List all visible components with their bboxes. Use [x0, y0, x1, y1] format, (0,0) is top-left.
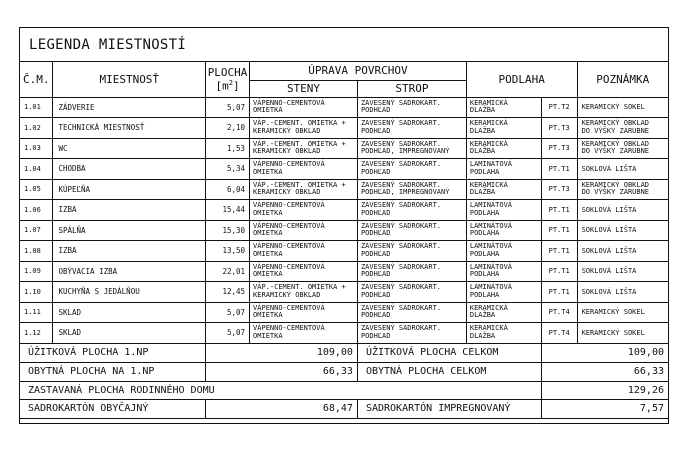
- room-floor-code: PT.T4: [541, 302, 577, 323]
- room-ceiling: [357, 97, 466, 118]
- room-note-line: SOKLOVÁ LIŠTA: [581, 205, 637, 214]
- room-floor-code: PT.T1: [541, 200, 577, 221]
- room-name: IZBA: [53, 200, 206, 221]
- room-area: 5,07: [206, 323, 250, 344]
- header-note: POZNÁMKA: [577, 62, 668, 97]
- room-walls: [250, 138, 358, 159]
- room-floor-line: KERAMICKÁ: [469, 180, 508, 189]
- room-walls: [250, 118, 358, 139]
- summary-row-built: [20, 381, 668, 399]
- room-note-line: KERAMICKÝ SOKEL: [581, 328, 645, 337]
- room-note-line: SOKLOVÁ LIŠTA: [581, 164, 637, 173]
- room-ceiling: [357, 241, 466, 262]
- table-row: [20, 97, 668, 118]
- table-row: [20, 220, 668, 241]
- room-note: [577, 97, 668, 118]
- room-floor-line: KERAMICKÁ: [469, 139, 508, 148]
- header-area-unit: [206, 78, 249, 92]
- room-walls-line: VÁP.-CEMENT. OMIETKA +: [253, 283, 346, 292]
- room-floor-code: PT.T3: [541, 138, 577, 159]
- room-ceiling: [357, 138, 466, 159]
- room-walls: [250, 159, 358, 180]
- room-area: 13,50: [206, 241, 250, 262]
- room-note: [577, 200, 668, 221]
- room-floor-line: DLAŽBA: [469, 126, 496, 135]
- room-walls-line: OMIETKA: [253, 106, 283, 115]
- table-row: [20, 200, 668, 221]
- room-note: [577, 282, 668, 303]
- room-walls-line: VÁPENNO-CEMENTOVÁ: [253, 324, 325, 333]
- room-area: 5,07: [206, 302, 250, 323]
- room-name: SKLAD: [53, 323, 206, 344]
- living-total-value: 66,33: [541, 362, 668, 381]
- room-ceiling-line: PODHĽAD: [360, 229, 391, 238]
- room-ceiling: [357, 220, 466, 241]
- header-ceiling: STROP: [357, 80, 466, 97]
- room-walls: [250, 323, 358, 344]
- room-note: [577, 159, 668, 180]
- room-walls-line: VÁP.-CEMENT. OMIETKA +: [253, 139, 346, 148]
- room-floor-line: DLAŽBA: [469, 311, 496, 320]
- room-walls: [250, 241, 358, 262]
- room-number: 1.09: [20, 261, 53, 282]
- room-name: KUCHYŇA S JEDÁLŇOU: [53, 282, 206, 303]
- room-ceiling-line: PODHĽAD: [360, 249, 391, 258]
- table-row: [20, 261, 668, 282]
- room-number: 1.03: [20, 138, 53, 159]
- room-walls-line: OMIETKA: [253, 249, 283, 258]
- room-note: [577, 118, 668, 139]
- room-walls: [250, 261, 358, 282]
- room-name: WC: [53, 138, 206, 159]
- room-walls-line: KERAMICKÝ OBKLAD: [253, 188, 321, 197]
- room-floor-line: DLAŽBA: [469, 147, 496, 156]
- room-number: 1.02: [20, 118, 53, 139]
- room-floor-code: PT.T1: [541, 241, 577, 262]
- built-area-value: 129,26: [541, 381, 668, 399]
- room-floor-line: DLAŽBA: [469, 331, 496, 340]
- room-note-line: KERAMICKÝ OBKLAD: [581, 139, 650, 148]
- room-walls-line: VÁP.-CEMENT. OMIETKA +: [253, 180, 346, 189]
- room-walls-line: VÁPENNO-CEMENTOVÁ: [253, 201, 325, 210]
- room-note-line: DO VÝŠKY ZÁRUBNE: [581, 147, 650, 156]
- room-number: 1.04: [20, 159, 53, 180]
- room-floor-line: LAMINÁTOVÁ: [469, 262, 513, 271]
- room-floor-line: PODLAHA: [469, 290, 500, 299]
- room-floor-line: LAMINÁTOVÁ: [469, 221, 513, 230]
- room-walls: [250, 302, 358, 323]
- room-note-line: SOKLOVÁ LIŠTA: [581, 226, 637, 235]
- room-floor-line: PODLAHA: [469, 208, 500, 217]
- header-num: Č.M.: [20, 62, 53, 97]
- room-ceiling: [357, 179, 466, 200]
- room-note: [577, 261, 668, 282]
- header-area-label: PLOCHA: [207, 65, 248, 79]
- room-name: ZÁDVERIE: [53, 97, 206, 118]
- header-area-unit-exp: 2: [228, 78, 233, 87]
- room-number: 1.11: [20, 302, 53, 323]
- living-total-label: OBYTNÁ PLOCHA CELKOM: [357, 362, 541, 381]
- room-walls-line: KERAMICKÝ OBKLAD: [253, 126, 321, 135]
- room-floor: [466, 179, 541, 200]
- room-ceiling-line: PODHĽAD: [360, 126, 391, 135]
- room-ceiling-line: PODHĽAD, IMPREGNOVANÝ: [360, 188, 450, 197]
- table-row: [20, 323, 668, 344]
- drywall-imp-label: SADROKARTÓN IMPREGNOVANÝ: [357, 399, 541, 418]
- room-floor-line: KERAMICKÁ: [469, 324, 508, 333]
- room-note-line: DO VÝŠKY ZÁRUBNE: [581, 126, 650, 135]
- room-floor-code: PT.T1: [541, 261, 577, 282]
- room-note: [577, 241, 668, 262]
- room-floor: [466, 282, 541, 303]
- room-area: 5,07: [206, 97, 250, 118]
- room-floor-code: PT.T3: [541, 118, 577, 139]
- table-row: [20, 241, 668, 262]
- room-ceiling-line: PODHĽAD: [360, 290, 391, 299]
- room-area: 12,45: [206, 282, 250, 303]
- room-walls-line: VÁPENNO-CEMENTOVÁ: [253, 98, 325, 107]
- room-ceiling-line: ZAVESENÝ SADROKART.: [360, 324, 442, 333]
- room-walls-line: VÁPENNO-CEMENTOVÁ: [253, 303, 325, 312]
- table-row: [20, 118, 668, 139]
- room-name: SKLAD: [53, 302, 206, 323]
- room-floor-line: KERAMICKÁ: [469, 98, 508, 107]
- room-floor-code: PT.T1: [541, 159, 577, 180]
- usable-total-label: ÚŽITKOVÁ PLOCHA CELKOM: [357, 343, 541, 362]
- room-walls: [250, 97, 358, 118]
- room-ceiling: [357, 200, 466, 221]
- room-ceiling-line: PODHĽAD, IMPREGNOVANÝ: [360, 147, 450, 156]
- room-ceiling: [357, 159, 466, 180]
- room-number: 1.06: [20, 200, 53, 221]
- room-ceiling-line: ZAVESENÝ SADROKART.: [360, 283, 442, 292]
- room-floor-code: PT.T3: [541, 179, 577, 200]
- room-floor-code: PT.T1: [541, 282, 577, 303]
- room-ceiling-line: ZAVESENÝ SADROKART.: [360, 139, 442, 148]
- room-ceiling-line: PODHĽAD: [360, 167, 391, 176]
- drywall-imp-value: 7,57: [541, 399, 668, 418]
- room-walls-line: OMIETKA: [253, 331, 283, 340]
- room-floor-line: KERAMICKÁ: [469, 303, 508, 312]
- drywall-plain-label: SADROKARTÓN OBYČAJNÝ: [20, 399, 206, 418]
- room-note-line: KERAMICKÝ SOKEL: [581, 308, 645, 317]
- room-floor: [466, 200, 541, 221]
- room-legend-table: [20, 62, 668, 419]
- room-walls: [250, 220, 358, 241]
- room-name: KÚPEĽŇA: [53, 179, 206, 200]
- room-ceiling: [357, 323, 466, 344]
- room-walls-line: OMIETKA: [253, 229, 283, 238]
- room-number: 1.05: [20, 179, 53, 200]
- header-area: [206, 62, 250, 97]
- room-walls-line: VÁP.-CEMENT. OMIETKA +: [253, 119, 346, 128]
- room-floor-line: PODLAHA: [469, 249, 500, 258]
- room-floor: [466, 159, 541, 180]
- room-legend-sheet: [19, 27, 669, 424]
- room-note: [577, 179, 668, 200]
- room-area: 5,34: [206, 159, 250, 180]
- room-note-line: SOKLOVÁ LIŠTA: [581, 267, 637, 276]
- room-ceiling-line: ZAVESENÝ SADROKART.: [360, 180, 442, 189]
- room-note: [577, 220, 668, 241]
- room-ceiling-line: ZAVESENÝ SADROKART.: [360, 119, 442, 128]
- room-walls: [250, 200, 358, 221]
- room-ceiling-line: PODHĽAD: [360, 106, 391, 115]
- room-note: [577, 323, 668, 344]
- room-floor: [466, 138, 541, 159]
- room-floor: [466, 220, 541, 241]
- header-area-unit-base: [m: [215, 79, 229, 93]
- room-area: 22,01: [206, 261, 250, 282]
- header-floor: PODLAHA: [466, 62, 577, 97]
- room-floor-code: PT.T1: [541, 220, 577, 241]
- room-area: 2,10: [206, 118, 250, 139]
- drywall-plain-value: 68,47: [206, 399, 358, 418]
- room-walls-line: OMIETKA: [253, 270, 283, 279]
- room-floor-line: LAMINÁTOVÁ: [469, 201, 513, 210]
- room-floor-line: PODLAHA: [469, 167, 500, 176]
- room-number: 1.12: [20, 323, 53, 344]
- room-walls-line: VÁPENNO-CEMENTOVÁ: [253, 221, 325, 230]
- built-area-label: ZASTAVANÁ PLOCHA RODINNÉHO DOMU: [20, 381, 541, 399]
- room-number: 1.01: [20, 97, 53, 118]
- room-note: [577, 138, 668, 159]
- room-floor-line: PODLAHA: [469, 229, 500, 238]
- room-area: 15,30: [206, 220, 250, 241]
- room-ceiling-line: PODHĽAD: [360, 311, 391, 320]
- room-ceiling-line: ZAVESENÝ SADROKART.: [360, 303, 442, 312]
- room-floor-line: DLAŽBA: [469, 106, 496, 115]
- legend-title: LEGENDA MIESTNOSTÍ: [20, 28, 668, 62]
- room-walls-line: OMIETKA: [253, 167, 283, 176]
- room-floor-line: LAMINÁTOVÁ: [469, 283, 513, 292]
- room-number: 1.10: [20, 282, 53, 303]
- usable-1np-value: 109,00: [206, 343, 358, 362]
- table-row: [20, 159, 668, 180]
- room-number: 1.07: [20, 220, 53, 241]
- room-floor: [466, 261, 541, 282]
- room-floor: [466, 302, 541, 323]
- room-walls-line: KERAMICKÝ OBKLAD: [253, 147, 321, 156]
- room-walls-line: KERAMICKÝ OBKLAD: [253, 290, 321, 299]
- room-ceiling-line: ZAVESENÝ SADROKART.: [360, 160, 442, 169]
- room-note-line: KERAMICKÝ OBKLAD: [581, 180, 650, 189]
- room-walls: [250, 282, 358, 303]
- room-name: OBÝVACIA IZBA: [53, 261, 206, 282]
- table-row: [20, 138, 668, 159]
- header-finishes: ÚPRAVA POVRCHOV: [250, 62, 467, 80]
- header-area-unit-close: ]: [232, 79, 240, 93]
- room-ceiling-line: ZAVESENÝ SADROKART.: [360, 242, 442, 251]
- room-floor: [466, 118, 541, 139]
- room-note-line: DO VÝŠKY ZÁRUBNE: [581, 188, 650, 197]
- room-ceiling-line: PODHĽAD: [360, 270, 391, 279]
- room-name: SPÁLŇA: [53, 220, 206, 241]
- header-row-top: [20, 62, 668, 80]
- room-note-line: KERAMICKÝ OBKLAD: [581, 119, 650, 128]
- header-walls: STENY: [250, 80, 358, 97]
- room-ceiling-line: ZAVESENÝ SADROKART.: [360, 262, 442, 271]
- room-floor-line: LAMINÁTOVÁ: [469, 160, 513, 169]
- room-floor-code: PT.T2: [541, 97, 577, 118]
- room-name: TECHNICKÁ MIESTNOSŤ: [53, 118, 206, 139]
- usable-total-value: 109,00: [541, 343, 668, 362]
- room-walls-line: VÁPENNO-CEMENTOVÁ: [253, 160, 325, 169]
- room-name: CHODBA: [53, 159, 206, 180]
- room-name: IZBA: [53, 241, 206, 262]
- header-room: MIESTNOSŤ: [53, 62, 206, 97]
- summary-row-drywall: [20, 399, 668, 418]
- usable-1np-label: ÚŽITKOVÁ PLOCHA 1.NP: [20, 343, 206, 362]
- room-floor-line: DLAŽBA: [469, 188, 496, 197]
- room-note-line: SOKLOVÁ LIŠTA: [581, 287, 637, 296]
- room-number: 1.08: [20, 241, 53, 262]
- room-floor-code: PT.T4: [541, 323, 577, 344]
- room-ceiling: [357, 261, 466, 282]
- room-area: 6,04: [206, 179, 250, 200]
- room-floor: [466, 241, 541, 262]
- room-walls-line: OMIETKA: [253, 311, 283, 320]
- room-walls: [250, 179, 358, 200]
- room-floor-line: LAMINÁTOVÁ: [469, 242, 513, 251]
- room-floor: [466, 97, 541, 118]
- room-note-line: KERAMICKÝ SOKEL: [581, 103, 645, 112]
- room-walls-line: VÁPENNO-CEMENTOVÁ: [253, 242, 325, 251]
- room-ceiling-line: PODHĽAD: [360, 331, 391, 340]
- living-1np-value: 66,33: [206, 362, 358, 381]
- room-ceiling-line: ZAVESENÝ SADROKART.: [360, 221, 442, 230]
- room-ceiling-line: PODHĽAD: [360, 208, 391, 217]
- room-area: 15,44: [206, 200, 250, 221]
- room-ceiling: [357, 282, 466, 303]
- room-walls-line: VÁPENNO-CEMENTOVÁ: [253, 262, 325, 271]
- summary-row-living: [20, 362, 668, 381]
- room-walls-line: OMIETKA: [253, 208, 283, 217]
- table-row: [20, 179, 668, 200]
- room-ceiling-line: ZAVESENÝ SADROKART.: [360, 98, 442, 107]
- room-floor: [466, 323, 541, 344]
- living-1np-label: OBYTNÁ PLOCHA NA 1.NP: [20, 362, 206, 381]
- table-row: [20, 302, 668, 323]
- room-ceiling: [357, 118, 466, 139]
- room-note-line: SOKLOVÁ LIŠTA: [581, 246, 637, 255]
- room-ceiling-line: ZAVESENÝ SADROKART.: [360, 201, 442, 210]
- summary-row-usable: [20, 343, 668, 362]
- table-row: [20, 282, 668, 303]
- room-ceiling: [357, 302, 466, 323]
- room-floor-line: KERAMICKÁ: [469, 119, 508, 128]
- room-floor-line: PODLAHA: [469, 270, 500, 279]
- room-note: [577, 302, 668, 323]
- room-area: 1,53: [206, 138, 250, 159]
